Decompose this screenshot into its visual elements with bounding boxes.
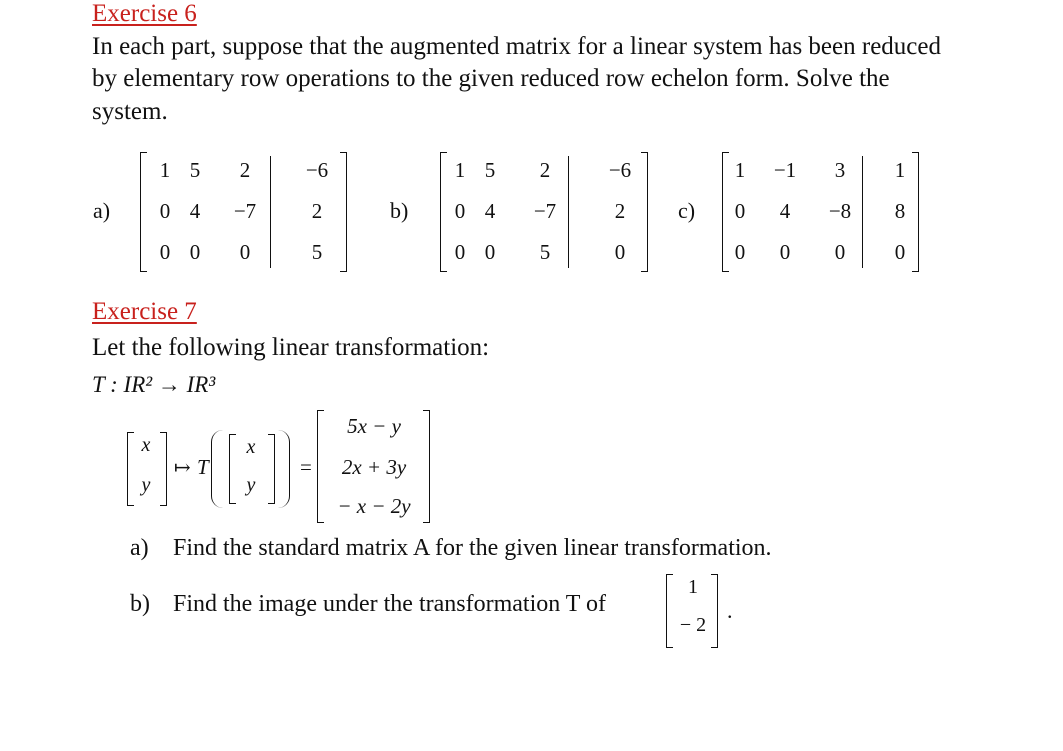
matrix-cell: 0 (894, 240, 906, 264)
matrix-cell: 2 (539, 158, 551, 182)
matrix-right-bracket (641, 152, 648, 272)
matrix-left-bracket (140, 152, 147, 272)
output-vector-entry: 2x + 3y (341, 455, 407, 479)
part-label: b) (390, 198, 409, 223)
image-vector-entry: 1 (688, 576, 698, 598)
task-text: Find the image under the transformation T of (173, 591, 607, 617)
matrix-cell: 2 (614, 199, 626, 223)
input-vector-entry: x (141, 434, 151, 456)
matrix-cell: −1 (773, 158, 797, 182)
matrix-cell: 1 (734, 158, 746, 182)
matrix-cell: 5 (484, 158, 496, 182)
matrix-cell: 1 (159, 158, 171, 182)
task-text: Find the standard matrix A for the given linear transformation. (173, 535, 772, 561)
part-label: a) (93, 198, 111, 223)
task-label: b) (130, 591, 150, 617)
maps-to-arrow: ↦ (174, 457, 191, 479)
exercise-6-title: Exercise 6 (92, 0, 197, 27)
input-vector-entry: y (141, 474, 151, 496)
matrix-cell: −6 (305, 158, 329, 182)
augment-divider (270, 156, 271, 268)
matrix-cell: 0 (734, 199, 746, 223)
matrix-cell: 1 (894, 158, 906, 182)
matrix-cell: 5 (539, 240, 551, 264)
matrix-cell: −6 (608, 158, 632, 182)
matrix-cell: 0 (454, 199, 466, 223)
matrix-cell: 0 (734, 240, 746, 264)
matrix-cell: 0 (834, 240, 846, 264)
matrix-cell: 5 (311, 240, 323, 264)
matrix-cell: 4 (779, 199, 791, 223)
exercise-7-intro: Let the following linear transformation: (92, 334, 490, 361)
exercise-6-instructions-line-1: In each part, suppose that the augmented matrix for a linear system has been reduced (92, 33, 941, 60)
matrix-cell: 5 (189, 158, 201, 182)
matrix-cell: 4 (189, 199, 201, 223)
matrix-cell: 1 (454, 158, 466, 182)
matrix-right-bracket (340, 152, 347, 272)
exercise-7-title: Exercise 7 (92, 298, 197, 325)
output-vector-entry: − x − 2y (337, 494, 411, 518)
matrix-cell: 0 (779, 240, 791, 264)
equals-sign: = (300, 455, 312, 479)
matrix-cell: 8 (894, 199, 906, 223)
transformation-mapping: T : IR² → IR³ (92, 372, 216, 397)
task-label: a) (130, 535, 149, 561)
image-vector-entry: − 2 (679, 614, 707, 636)
task-end-period: . (727, 598, 733, 623)
matrix-cell: 0 (159, 240, 171, 264)
augment-divider (862, 156, 863, 268)
arg-vector-entry: x (246, 436, 256, 458)
matrix-cell: 0 (189, 240, 201, 264)
matrix-cell: 3 (834, 158, 846, 182)
matrix-cell: 2 (239, 158, 251, 182)
matrix-cell: 2 (311, 199, 323, 223)
matrix-cell: −8 (828, 199, 852, 223)
output-vector-left-bracket (317, 410, 324, 523)
matrix-cell: 0 (484, 240, 496, 264)
matrix-cell: 4 (484, 199, 496, 223)
matrix-cell: 0 (239, 240, 251, 264)
augment-divider (568, 156, 569, 268)
matrix-cell: 0 (614, 240, 626, 264)
right-parenthesis (278, 430, 290, 508)
left-parenthesis (211, 430, 223, 508)
matrix-cell: −7 (233, 199, 257, 223)
output-vector-right-bracket (423, 410, 430, 523)
matrix-cell: 0 (159, 199, 171, 223)
exercise-6-instructions-line-2: by elementary row operations to the given reduced row echelon form. Solve the (92, 65, 890, 92)
matrix-cell: −7 (533, 199, 557, 223)
part-label: c) (678, 198, 696, 223)
matrix-cell: 0 (454, 240, 466, 264)
output-vector-entry: 5x − y (347, 414, 401, 438)
arg-vector-entry: y (246, 474, 256, 496)
transformation-symbol: T (197, 455, 209, 479)
exercise-6-instructions-line-3: system. (92, 98, 168, 125)
